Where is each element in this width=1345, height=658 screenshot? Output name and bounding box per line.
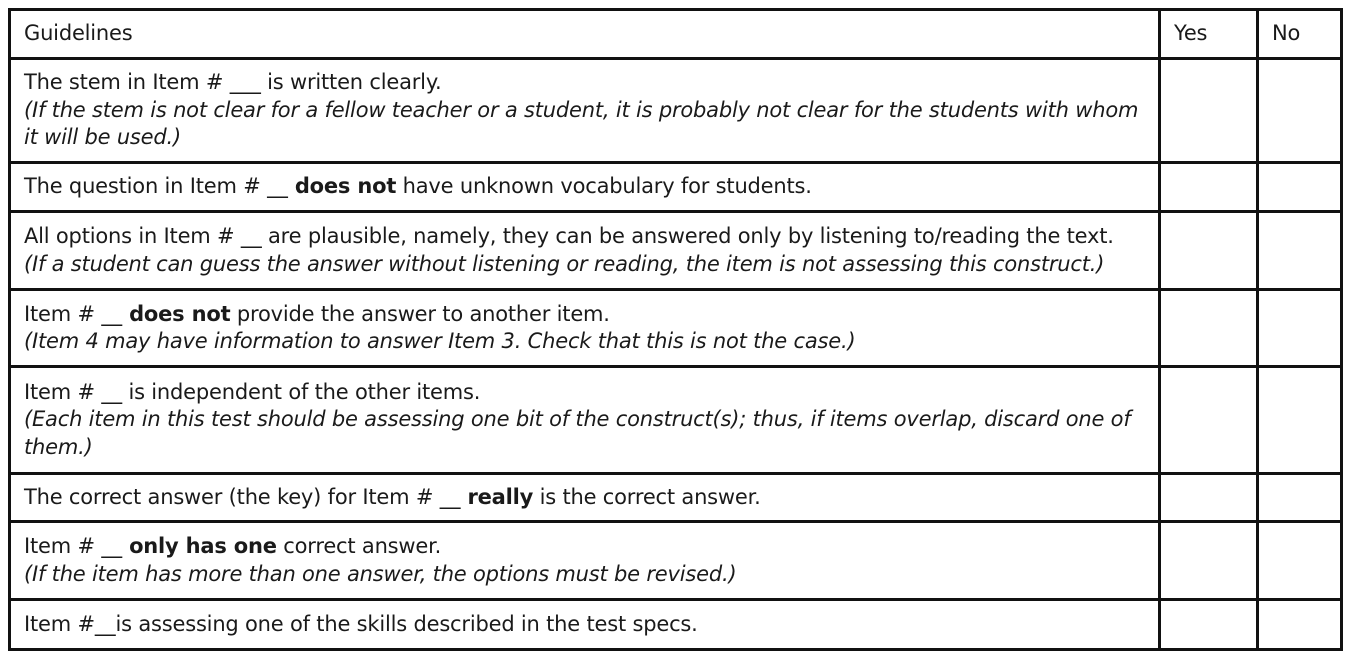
guideline-prefix: The stem in Item # [24, 70, 230, 95]
item-number-blank: __ [101, 379, 122, 404]
item-number-blank: __ [94, 611, 116, 636]
item-number-blank: ___ [229, 70, 261, 95]
yes-check-cell[interactable] [1160, 474, 1258, 522]
guideline-note: (If a student can guess the answer without listening or reading, the item is not assessing this construct.) [24, 251, 1105, 276]
guideline-cell [10, 522, 1160, 600]
guideline-suffix: provide the answer to another item. [230, 301, 610, 326]
guideline-text [24, 69, 1145, 97]
table-row [10, 600, 1342, 650]
guideline-cell [10, 600, 1160, 650]
guideline-suffix: are plausible, namely, they can be answered only by listening to/reading the text. [261, 224, 1114, 248]
guideline-prefix: Item # [24, 534, 102, 558]
guideline-text [24, 223, 1145, 251]
guideline-suffix: correct answer. [276, 534, 442, 558]
guideline-emphasis: does not [121, 301, 231, 326]
table-row [10, 290, 1342, 367]
guideline-emphasis: really [460, 484, 534, 509]
no-check-cell[interactable] [1258, 474, 1342, 522]
guideline-note: (Item 4 may have information to answer Item 3. Check that this is not the case.) [24, 329, 856, 353]
yes-check-cell[interactable] [1160, 290, 1258, 367]
no-check-cell[interactable] [1258, 522, 1342, 600]
no-check-cell[interactable] [1258, 367, 1342, 474]
guideline-text [24, 533, 1145, 561]
table-row [10, 59, 1342, 163]
table-row [10, 163, 1342, 212]
guideline-suffix: is assessing one of the skills described in the test specs. [115, 611, 698, 636]
guideline-prefix: All options in Item # [24, 224, 241, 248]
guideline-text [24, 611, 1145, 639]
guideline-cell [10, 290, 1160, 367]
guideline-prefix: The question in Item # [24, 174, 268, 199]
guideline-note: (Each item in this test should be assessing one bit of the construct(s); thus, if items overlap, discard one of them.) [24, 407, 1131, 459]
table-row [10, 474, 1342, 522]
guideline-suffix: is written clearly. [260, 70, 442, 95]
header-no: No [1258, 10, 1342, 59]
no-check-cell[interactable] [1258, 163, 1342, 212]
guideline-cell [10, 474, 1160, 522]
yes-check-cell[interactable] [1160, 522, 1258, 600]
guideline-note: (If the item has more than one answer, the options must be revised.) [24, 561, 737, 586]
guideline-prefix: Item # [24, 301, 102, 326]
yes-check-cell[interactable] [1160, 163, 1258, 212]
guideline-suffix: is independent of the other items. [121, 379, 481, 404]
guidelines-checklist-table [8, 8, 1343, 651]
item-number-blank: __ [101, 534, 122, 558]
guideline-cell [10, 367, 1160, 474]
guideline-emphasis: does not [287, 174, 397, 199]
table-row [10, 212, 1342, 290]
guideline-suffix: is the correct answer. [533, 484, 761, 509]
yes-check-cell[interactable] [1160, 367, 1258, 474]
item-number-blank: __ [267, 174, 288, 199]
yes-check-cell[interactable] [1160, 212, 1258, 290]
no-check-cell[interactable] [1258, 290, 1342, 367]
guideline-prefix: Item # [24, 611, 95, 636]
no-check-cell[interactable] [1258, 59, 1342, 163]
header-guidelines: Guidelines [10, 10, 1160, 59]
guideline-cell [10, 212, 1160, 290]
header-yes: Yes [1160, 10, 1258, 59]
yes-check-cell[interactable] [1160, 600, 1258, 650]
guideline-prefix: Item # [24, 379, 102, 404]
guideline-text [24, 484, 1145, 512]
no-check-cell[interactable] [1258, 600, 1342, 650]
table-row [10, 522, 1342, 600]
item-number-blank: __ [101, 301, 122, 326]
guideline-cell [10, 163, 1160, 212]
guideline-prefix: The correct answer (the key) for Item # [24, 484, 440, 509]
header-row [10, 10, 1342, 59]
guideline-suffix: have unknown vocabulary for students. [396, 174, 812, 199]
item-number-blank: __ [240, 224, 262, 248]
guideline-text [24, 301, 1145, 329]
guideline-emphasis: only has one [121, 534, 277, 558]
guideline-cell [10, 59, 1160, 163]
guideline-note: (If the stem is not clear for a fellow teacher or a student, it is probably not clear for the students with whom it will be used.) [24, 97, 1139, 150]
guideline-text [24, 379, 1145, 407]
yes-check-cell[interactable] [1160, 59, 1258, 163]
no-check-cell[interactable] [1258, 212, 1342, 290]
table-row [10, 367, 1342, 474]
item-number-blank: __ [439, 484, 461, 509]
guideline-text [24, 173, 1145, 201]
